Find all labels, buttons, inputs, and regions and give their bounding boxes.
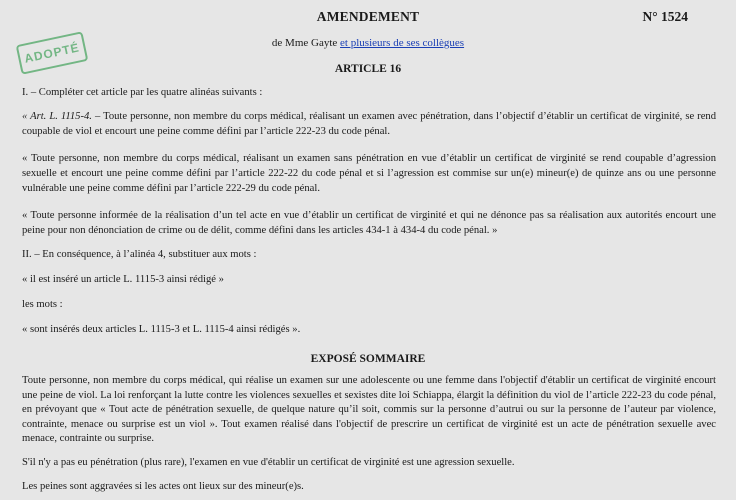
paragraph-1: I. – Compléter cet article par les quatre alinéas suivants : [22, 87, 263, 98]
paragraph-5: II. – En conséquence, à l’alinéa 4, substituer aux mots : [22, 249, 257, 260]
paragraph-3: « Toute personne, non membre du corps médical, réalisant un examen sans pénétration en vue d’établir un certificat de virginité se rend coupable d’agression sexuelle et encourt une peine comme défini par l’article 222-22 du code pénal et si l’agression est commise sur un(e) mineur(e) de quinze ans ou une personne vulnérable une peine comme défini par l’article 222-29 du code pénal. [22, 153, 716, 195]
expose-paragraph-2: S'il n'y a pas eu pénétration (plus rare), l'examen en vue d'établir un certificat de virginité est une agression sexuelle. [22, 457, 515, 468]
paragraph-2-text: – Toute personne, non membre du corps médical, réalisant un examen avec pénétration, dans l’objectif d’établir un certificat de virginité, se rend coupable de viol et encourt une peine comme défini par l’article 222-23 du code pénal. [22, 111, 716, 138]
expose-paragraph-3: Les peines sont aggravées si les actes ont lieux sur des mineur(e)s. [22, 481, 304, 492]
expose-paragraph-1: Toute personne, non membre du corps médical, qui réalise un examen sur une adolescente ou une femme dans l'objectif d'établir un certificat de virginité encourt une peine de viol. La loi renforçant la lutte contre les violences sexuelles et sexistes dite loi Schiappa, élargit la définition du viol de l’article 222-23 du code pénal, en prévoyant que « Tout acte de pénétration sexuelle, de quelque nature qu’il soit, commis sur la personne d’autrui ou sur la personne de l’auteur par violence, contrainte, menace ou surprise est un viol ». Tout examen réalisé dans l'objectif de prescrire un certificat de virginité est un acte de pénétration sexuelle avec menace, contrainte ou surprise. [22, 375, 716, 445]
colleagues-link[interactable]: et plusieurs de ses collègues [340, 37, 465, 49]
paragraph-8: « sont insérés deux articles L. 1115-3 et L. 1115-4 ainsi rédigés ». [22, 324, 301, 335]
paragraph-7: les mots : [22, 299, 63, 310]
paragraph-2 [22, 109, 716, 139]
stamp-text: ADOPTÉ [23, 40, 81, 66]
authors-prefix: de Mme Gayte [271, 37, 338, 49]
paragraph-6: « il est inséré un article L. 1115-3 ainsi rédigé » [22, 274, 224, 285]
paragraph-4: « Toute personne informée de la réalisation d’un tel acte en vue d’établir un certificat de virginité et qui ne dénonce pas sa réalisation aux autorités encourt une peine pour non dénonciation de crime ou de délit, comme défini dans les articles 434-1 à 434-4 du code pénal. » [22, 210, 716, 237]
authors-line [0, 37, 736, 49]
article-reference: « Art. L. 1115-4. [22, 111, 92, 122]
amendment-number: N° 1524 [642, 9, 688, 24]
document-title: AMENDEMENT [316, 9, 420, 24]
expose-heading: EXPOSÉ SOMMAIRE [310, 353, 426, 365]
article-heading: ARTICLE 16 [334, 63, 402, 75]
